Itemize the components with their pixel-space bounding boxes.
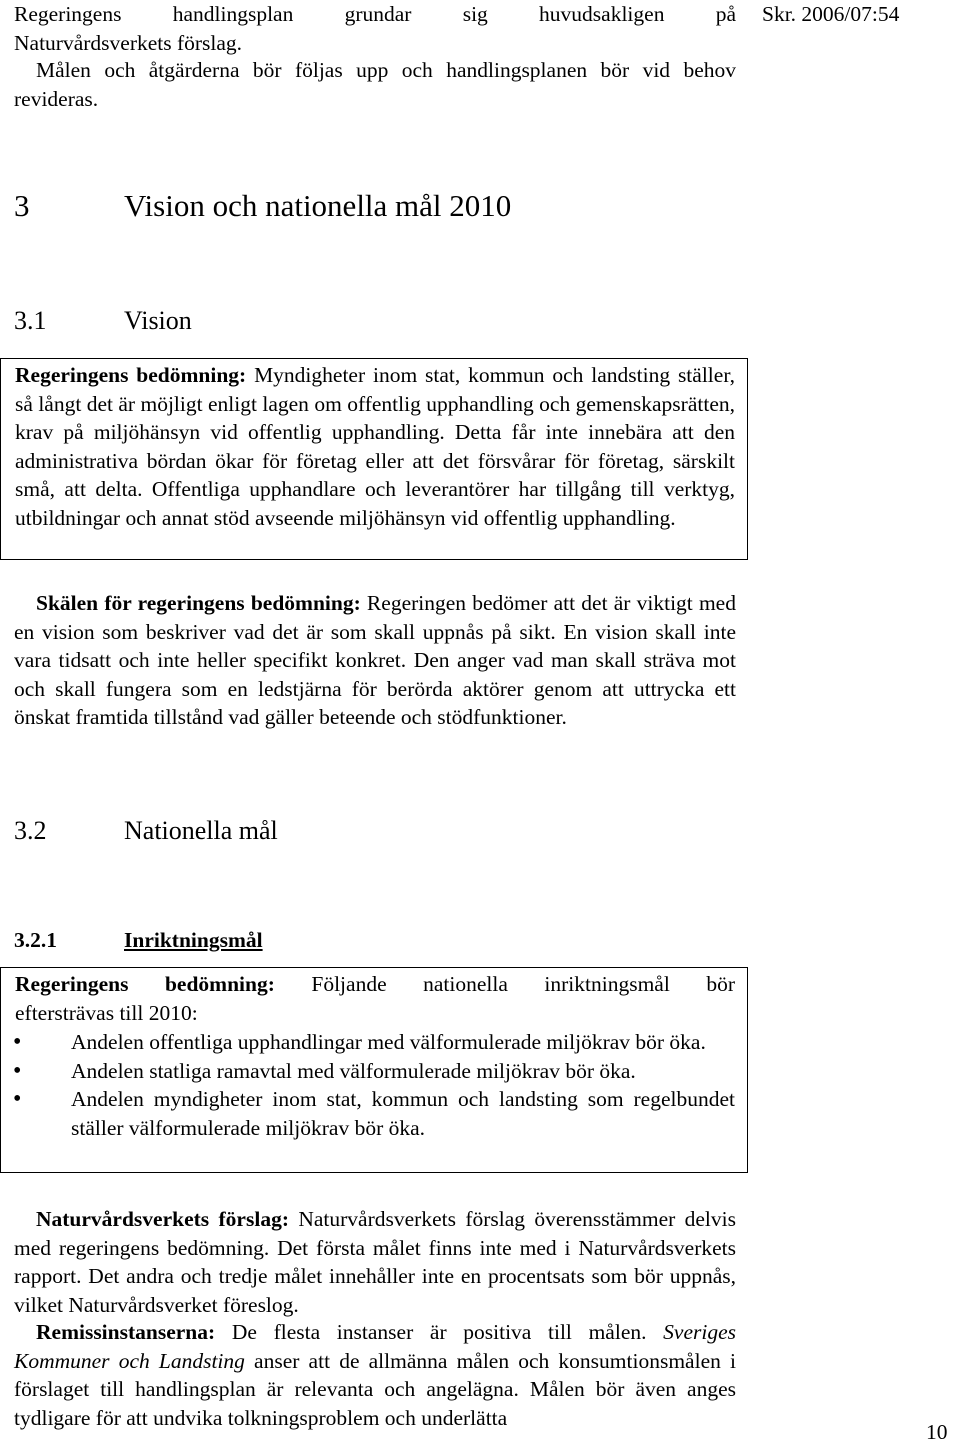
list-item-text: Andelen statliga ramavtal med välformulerade miljökrav bör öka. [71,1058,636,1083]
bullet-icon: • [13,1086,22,1112]
intro-paragraph-2: Målen och åtgärderna bör följas upp och handlingsplanen bör vid behov revideras. [14,58,736,111]
targets-assessment-line-2: eftersträvas till 2010: [15,1000,198,1025]
vision-reasons-paragraph: Skälen för regeringens bedömning: Regeringen bedömer att det är viktigt med en vision som beskriver vad det är som skall uppnås på sikt. En vision skall inte vara tidsatt och inte heller specifikt konkret. Den anger vad man skall sträva mot och skall fungera som en ledstjärna för berörda aktörer genom att uttrycka ett önskat framtida tillstånd vad gäller beteende och stödfunktioner. [14,591,736,729]
page-number: 10 [926,1420,948,1444]
section-3-1-heading [14,305,192,337]
vision-reasons-label: Skälen för regeringens bedömning: [36,591,361,615]
list-item-text: Andelen offentliga upphandlingar med välformulerade miljökrav bör öka. [71,1030,706,1054]
section-3-2-1-title: Inriktningsmål [124,928,263,952]
intro-paragraph [14,0,736,57]
section-3-2-title: Nationella mål [124,816,278,845]
consultation-paragraph: Remissinstanserna: De flesta instanser är positiva till målen. Sveriges Kommuner och Landsting anser att de allmänna målen och konsumtionsmålen i förslaget till handlingsplan är relevanta och angelägna. Målen bör även anges tydligare för att undvika tolkningsproblem och underlätta [14,1320,736,1430]
consultation-org-name: Sveriges Kommuner och Landsting [14,1320,736,1373]
vision-assessment-box [0,358,748,560]
nv-proposal-paragraph: Naturvårdsverkets förslag: Naturvårdsverkets förslag överensstämmer delvis med regeringens bedömning. Det första målet finns inte med i Naturvårdsverkets rapport. Det andra och tredje målet innehåller inte en procentsats som bör uppnås, vilket Naturvårdsverket föreslog. [14,1207,736,1317]
section-3-1-title: Vision [124,306,192,335]
vision-assessment-label: Regeringens bedömning: [15,363,247,387]
list-item [1,1057,747,1086]
section-3-heading [14,188,511,224]
document-reference: Skr. 2006/07:54 [762,2,900,26]
consultation-label: Remissinstanserna: [36,1320,216,1344]
section-3-1-number: 3.1 [14,306,47,335]
bullet-icon: • [13,1029,22,1055]
section-3-2-number: 3.2 [14,816,47,845]
section-3-2-1-heading [14,926,263,954]
section-3-2-heading [14,815,278,847]
targets-assessment-line-1: Regeringens bedömning: Följande nationella inriktningsmål bör [15,972,735,996]
intro-line-2: Naturvårdsverkets förslag. [14,30,243,55]
list-item [1,1028,747,1057]
section-3-number: 3 [14,188,30,223]
bullet-icon: • [13,1057,22,1084]
targets-assessment-box [0,967,748,1173]
list-item [1,1085,747,1142]
section-3-2-1-number: 3.2.1 [14,928,57,952]
vision-assessment-text: Regeringens bedömning: Myndigheter inom stat, kommun och landsting ställer, så långt det är möjligt enligt lagen om offentlig upphandling och gemenskapsrätten, krav på miljöhänsyn vid offentlig upphandling. Detta får inte innebära att den administrativa bördan ökar för företag eller att det försvårar för företag, särskilt små, att delta. Offentliga upphandlare och leverantörer har tillgång till verktyg, utbildningar och annat stöd avseende miljöhänsyn vid offentlig upphandling. [15,363,735,530]
targets-assessment-label: Regeringens bedömning: [15,972,275,996]
list-item-text: Andelen myndigheter inom stat, kommun och landsting som regelbundet ställer välformulerade miljökrav bör öka. [71,1087,735,1140]
intro-line-1: Regeringens handlingsplan grundar sig huvudsakligen på [14,2,736,26]
section-3-title: Vision och nationella mål 2010 [124,188,512,223]
nv-proposal-label: Naturvårdsverkets förslag: [36,1207,289,1231]
